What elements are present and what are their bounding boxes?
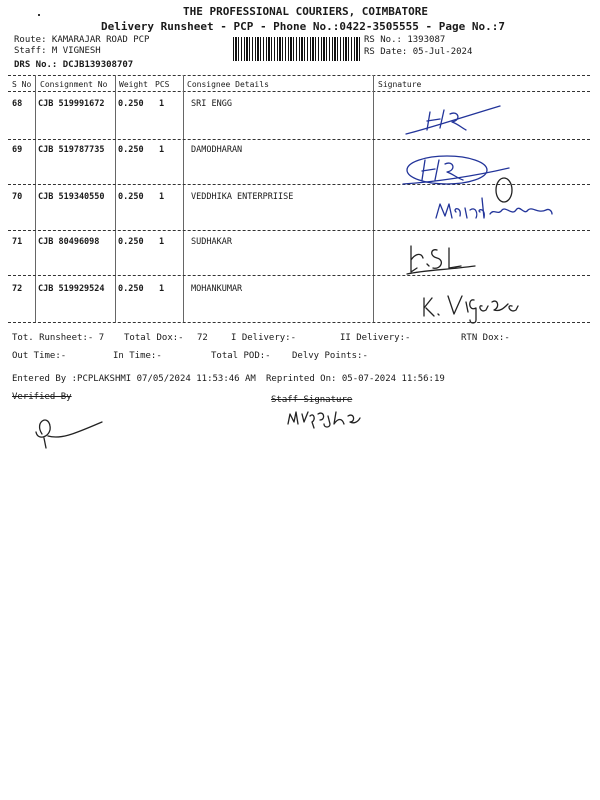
col-header-consignee: Consignee Details: [187, 80, 269, 89]
rs-date: RS Date: 05-Jul-2024: [364, 47, 473, 57]
rtn-dox-label: RTN Dox:-: [461, 333, 510, 343]
reprinted-on: Reprinted On: 05-07-2024 11:56:19: [266, 374, 445, 384]
total-pod-label: Total POD:-: [211, 351, 271, 361]
row-weight: 0.250: [118, 192, 144, 202]
row-consignee: SRI ENGG: [191, 99, 232, 109]
ii-delivery-label: II Delivery:-: [340, 333, 411, 343]
row-weight: 0.250: [118, 284, 144, 294]
col-header-consignment: Consignment No: [40, 80, 108, 89]
route-label: Route: KAMARAJAR ROAD PCP: [14, 35, 150, 45]
signature-row-72: [418, 288, 536, 326]
col-separator: [35, 75, 36, 322]
in-time-label: In Time:-: [113, 351, 162, 361]
verified-by-label: Verified By: [12, 392, 72, 402]
rs-number: RS No.: 1393087: [364, 35, 446, 45]
row-weight: 0.250: [118, 237, 144, 247]
row-pcs: 1: [159, 237, 165, 247]
row-sno: 71: [12, 237, 23, 247]
barcode: [233, 37, 360, 61]
table-header-rule: [8, 91, 590, 92]
row-pcs: 1: [159, 145, 165, 155]
row-pcs: 1: [159, 99, 165, 109]
row-consignee: DAMODHARAN: [191, 145, 243, 155]
row-consignee: VEDDHIKA ENTERPRIISE: [191, 192, 294, 202]
row-sno: 70: [12, 192, 23, 202]
runsheet-subtitle: Delivery Runsheet - PCP - Phone No.:0422-3505555 - Page No.:7: [101, 20, 505, 33]
row-rule: [8, 275, 590, 276]
row-consignment: CJB 519340550: [38, 192, 105, 202]
row-sno: 69: [12, 145, 23, 155]
col-header-weight: Weight: [119, 80, 148, 89]
col-header-signature: Signature: [378, 80, 422, 89]
table-top-rule: [8, 75, 590, 76]
delvy-points-label: Delvy Points:-: [292, 351, 368, 361]
drs-number: DRS No.: DCJB139308707: [14, 60, 134, 70]
col-separator: [183, 75, 184, 322]
verifier-signature: [28, 412, 108, 452]
col-header-pcs: PCS: [155, 80, 170, 89]
staff-label: Staff: M VIGNESH: [14, 46, 101, 56]
row-consignment: CJB 519787735: [38, 145, 105, 155]
signature-row-68: [400, 100, 510, 140]
col-separator: [373, 75, 374, 322]
company-title: THE PROFESSIONAL COURIERS, COIMBATORE: [183, 5, 429, 18]
i-delivery-label: I Delivery:-: [231, 333, 297, 343]
staff-signature: [284, 402, 364, 432]
signature-row-71: [405, 240, 480, 280]
row-consignment: CJB 519991672: [38, 99, 105, 109]
row-weight: 0.250: [118, 145, 144, 155]
row-sno: 68: [12, 99, 23, 109]
tot-runsheet: Tot. Runsheet:- 7: [12, 333, 105, 343]
staff-signature-label: Staff Signature: [271, 395, 353, 405]
total-dox-label: Total Dox:-: [124, 333, 184, 343]
col-header-sno: S No: [12, 80, 32, 89]
row-weight: 0.250: [118, 99, 144, 109]
row-sno: 72: [12, 284, 23, 294]
row-consignment: CJB 519929524: [38, 284, 105, 294]
signature-row-70: [432, 172, 557, 232]
out-time-label: Out Time:-: [12, 351, 67, 361]
col-separator: [115, 75, 116, 322]
row-pcs: 1: [159, 284, 165, 294]
row-consignee: SUDHAKAR: [191, 237, 232, 247]
row-pcs: 1: [159, 192, 165, 202]
row-consignee: MOHANKUMAR: [191, 284, 243, 294]
entered-by: Entered By :PCPLAKSHMI 07/05/2024 11:53:46 AM: [12, 374, 256, 384]
scan-mark: [38, 14, 40, 16]
row-consignment: CJB 80496098: [38, 237, 100, 247]
total-dox-value: 72: [197, 333, 208, 343]
